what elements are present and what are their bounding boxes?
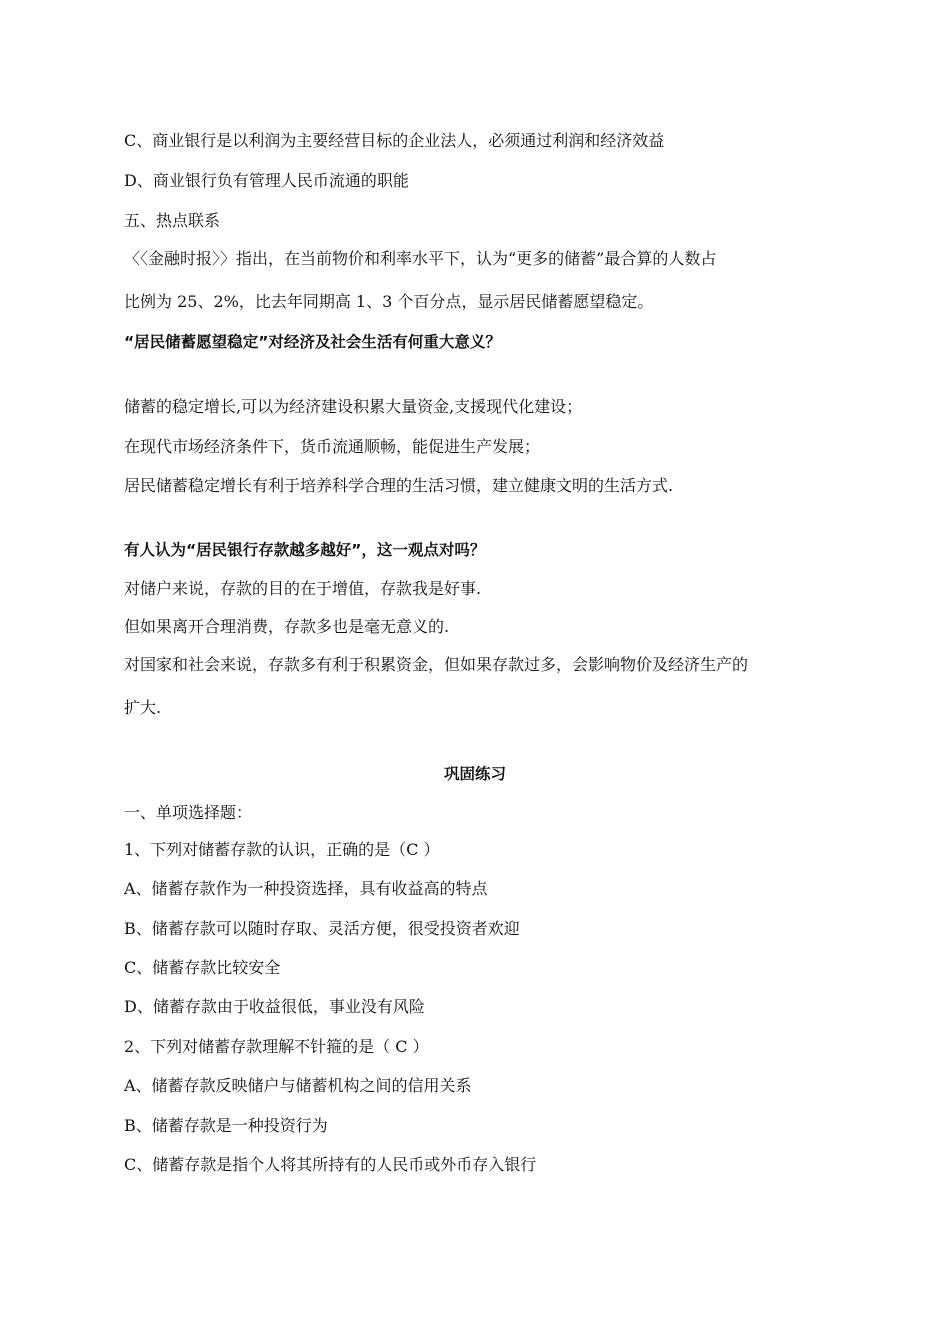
- section-title: 巩固练习: [443, 765, 506, 783]
- paragraph-line: 〈〈金融时报〉〉指出，在当前物价和利率水平下，认为“更多的储蓄”最合算的人数占: [124, 249, 717, 268]
- question-heading: 有人认为“居民银行存款越多越好”，这一观点对吗？: [124, 541, 486, 559]
- question-2-option-b: B、储蓄存款是一种投资行为: [124, 1116, 328, 1135]
- answer-line: 储蓄的稳定增长,可以为经济建设积累大量资金,支援现代化建设；: [124, 397, 583, 416]
- option-d-commercial-bank: D、商业银行负有管理人民币流通的职能: [124, 171, 409, 190]
- question-2-option-a: A、储蓄存款反映储户与储蓄机构之间的信用关系: [124, 1076, 472, 1095]
- answer-line: 但如果离开合理消费，存款多也是毫无意义的.: [124, 617, 450, 636]
- question-1-option-a: A、储蓄存款作为一种投资选择，具有收益高的特点: [124, 879, 488, 898]
- answer-line: 对国家和社会来说，存款多有利于积累资金，但如果存款过多，会影响物价及经济生产的: [124, 655, 749, 674]
- question-1-option-b: B、储蓄存款可以随时存取、灵活方便，很受投资者欢迎: [124, 919, 520, 938]
- answer-line: 在现代市场经济条件下，货币流通顺畅，能促进生产发展；: [124, 437, 541, 456]
- question-2-option-c: C、储蓄存款是指个人将其所持有的人民币或外币存入银行: [124, 1155, 537, 1174]
- question-2: 2、下列对储蓄存款理解不针箍的是（ C ）: [124, 1037, 429, 1056]
- answer-line: 对储户来说，存款的目的在于增值，存款我是好事.: [124, 579, 482, 598]
- answer-line: 扩大.: [124, 698, 162, 717]
- section-heading-hotspot: 五、热点联系: [124, 211, 221, 230]
- question-1: 1、下列对储蓄存款的认识，正确的是（C ）: [124, 840, 440, 859]
- question-heading: “居民储蓄愿望稳定”对经济及社会生活有何重大意义？: [124, 333, 501, 351]
- question-1-option-d: D、储蓄存款由于收益很低，事业没有风险: [124, 997, 425, 1016]
- question-1-option-c: C、储蓄存款比较安全: [124, 958, 281, 977]
- paragraph-line: 比例为 25、2%，比去年同期高 1、3 个百分点，显示居民储蓄愿望稳定。: [124, 292, 654, 311]
- answer-line: 居民储蓄稳定增长有利于培养科学合理的生活习惯，建立健康文明的生活方式.: [124, 476, 674, 495]
- section-heading: 一、单项选择题：: [124, 803, 253, 822]
- option-c-commercial-bank: C、商业银行是以利润为主要经营目标的企业法人，必须通过利润和经济效益: [124, 131, 665, 150]
